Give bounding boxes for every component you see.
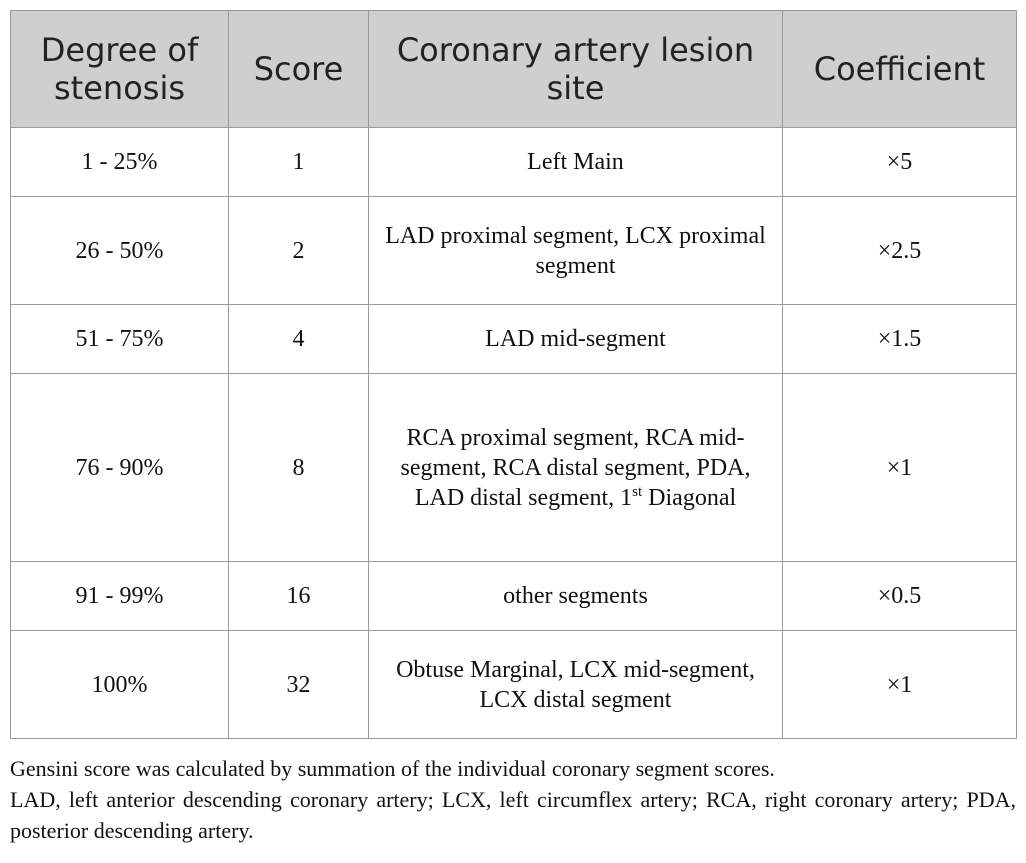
footnote-abbreviations: LAD, left anterior descending coronary artery; LCX, left circumflex artery; RCA, right coronary artery; PDA, posterior descending artery. — [10, 787, 1016, 843]
header-coefficient: Coefficient — [783, 11, 1017, 128]
table-footnotes — [10, 753, 1016, 846]
table-header-row — [11, 11, 1017, 128]
cell-site-text: RCA proximal segment, RCA mid-segment, RCA distal segment, PDA, LAD distal segment, 1 — [400, 424, 751, 511]
table-row — [11, 197, 1017, 305]
ordinal-superscript: st — [632, 483, 643, 500]
cell-score: 2 — [229, 197, 369, 305]
header-score: Score — [229, 11, 369, 128]
cell-score: 1 — [229, 128, 369, 197]
cell-coefficient: ×1 — [783, 374, 1017, 562]
table-row — [11, 631, 1017, 739]
cell-degree: 26 - 50% — [11, 197, 229, 305]
cell-site — [369, 374, 783, 562]
cell-site: other segments — [369, 562, 783, 631]
table-row — [11, 128, 1017, 197]
gensini-score-table — [10, 10, 1017, 739]
header-lesion-site: Coronary artery lesion site — [369, 11, 783, 128]
cell-degree: 91 - 99% — [11, 562, 229, 631]
cell-coefficient: ×1.5 — [783, 305, 1017, 374]
cell-score: 8 — [229, 374, 369, 562]
cell-site-text-end: Diagonal — [642, 484, 737, 511]
cell-score: 32 — [229, 631, 369, 739]
cell-site: Left Main — [369, 128, 783, 197]
cell-degree: 100% — [11, 631, 229, 739]
cell-degree: 1 - 25% — [11, 128, 229, 197]
cell-coefficient: ×2.5 — [783, 197, 1017, 305]
cell-site: LAD mid-segment — [369, 305, 783, 374]
cell-coefficient: ×1 — [783, 631, 1017, 739]
cell-degree: 76 - 90% — [11, 374, 229, 562]
header-degree-of-stenosis: Degree of stenosis — [11, 11, 229, 128]
cell-degree: 51 - 75% — [11, 305, 229, 374]
cell-site: Obtuse Marginal, LCX mid-segment, LCX distal segment — [369, 631, 783, 739]
cell-site: LAD proximal segment, LCX proximal segment — [369, 197, 783, 305]
cell-coefficient: ×0.5 — [783, 562, 1017, 631]
table-row — [11, 305, 1017, 374]
cell-coefficient: ×5 — [783, 128, 1017, 197]
cell-score: 16 — [229, 562, 369, 631]
gensini-score-table-container — [10, 10, 1016, 739]
footnote-gensini: Gensini score was calculated by summation of the individual coronary segment scores. — [10, 756, 775, 781]
table-row — [11, 374, 1017, 562]
cell-score: 4 — [229, 305, 369, 374]
table-row — [11, 562, 1017, 631]
